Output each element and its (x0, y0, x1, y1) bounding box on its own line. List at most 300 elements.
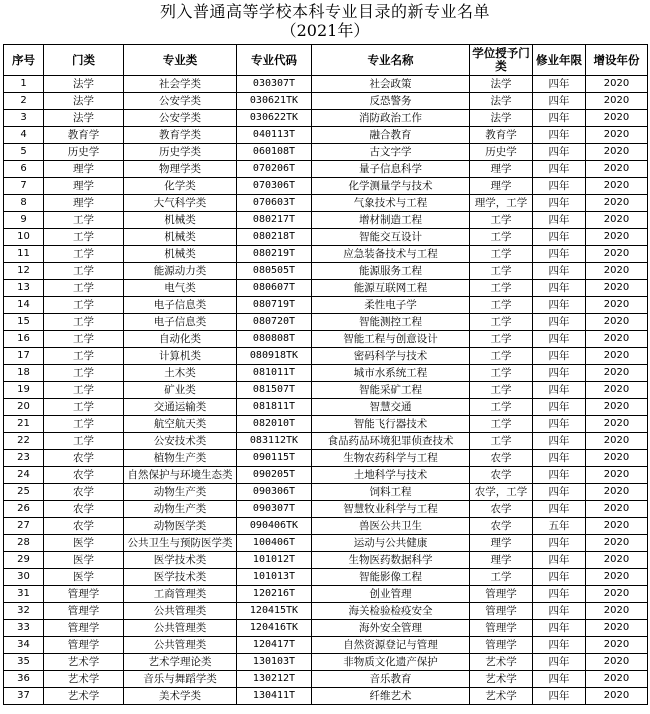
cell-discipline: 工学 (44, 280, 124, 297)
cell-study-duration: 四年 (533, 297, 586, 314)
cell-index: 26 (4, 501, 44, 518)
cell-major-category: 电气类 (124, 280, 237, 297)
table-row (4, 246, 648, 263)
cell-year-added: 2020 (586, 484, 648, 501)
cell-study-duration: 四年 (533, 586, 586, 603)
cell-index: 19 (4, 382, 44, 399)
cell-major-code: 120417T (237, 637, 312, 654)
cell-major-category: 矿业类 (124, 382, 237, 399)
cell-discipline: 医学 (44, 569, 124, 586)
cell-major-category: 大气科学类 (124, 195, 237, 212)
cell-degree-category: 工学 (470, 280, 533, 297)
cell-index: 27 (4, 518, 44, 535)
cell-study-duration: 四年 (533, 229, 586, 246)
table-row (4, 127, 648, 144)
cell-major-name: 消防政治工作 (312, 110, 470, 127)
cell-discipline: 艺术学 (44, 654, 124, 671)
cell-major-name: 创业管理 (312, 586, 470, 603)
cell-major-code: 100406T (237, 535, 312, 552)
cell-major-code: 130103T (237, 654, 312, 671)
cell-major-code: 070603T (237, 195, 312, 212)
cell-study-duration: 四年 (533, 331, 586, 348)
cell-major-name: 柔性电子学 (312, 297, 470, 314)
cell-discipline: 医学 (44, 552, 124, 569)
cell-major-code: 090306T (237, 484, 312, 501)
cell-major-name: 密码科学与技术 (312, 348, 470, 365)
table-row (4, 637, 648, 654)
cell-degree-category: 管理学 (470, 637, 533, 654)
cell-major-code: 130212T (237, 671, 312, 688)
cell-discipline: 工学 (44, 382, 124, 399)
cell-major-code: 090307T (237, 501, 312, 518)
cell-major-code: 120416TK (237, 620, 312, 637)
cell-major-name: 智能交互设计 (312, 229, 470, 246)
cell-major-name: 食品药品环境犯罪侦查技术 (312, 433, 470, 450)
cell-major-name: 能源互联网工程 (312, 280, 470, 297)
document-title: 列入普通高等学校本科专业目录的新专业名单 (159, 2, 490, 21)
cell-study-duration: 四年 (533, 195, 586, 212)
cell-degree-category: 农学，工学 (470, 484, 533, 501)
cell-degree-category: 工学 (470, 416, 533, 433)
cell-major-code: 080217T (237, 212, 312, 229)
table-row (4, 501, 648, 518)
majors-table (3, 44, 648, 705)
cell-study-duration: 四年 (533, 212, 586, 229)
cell-year-added: 2020 (586, 535, 648, 552)
cell-degree-category: 艺术学 (470, 688, 533, 705)
cell-discipline: 管理学 (44, 603, 124, 620)
cell-degree-category: 农学 (470, 501, 533, 518)
cell-discipline: 艺术学 (44, 671, 124, 688)
cell-major-category: 物理学类 (124, 161, 237, 178)
cell-major-code: 080808T (237, 331, 312, 348)
cell-year-added: 2020 (586, 246, 648, 263)
cell-major-category: 公共管理类 (124, 620, 237, 637)
cell-year-added: 2020 (586, 297, 648, 314)
cell-study-duration: 四年 (533, 484, 586, 501)
cell-index: 20 (4, 399, 44, 416)
cell-major-category: 能源动力类 (124, 263, 237, 280)
table-row (4, 671, 648, 688)
cell-major-name: 城市水系统工程 (312, 365, 470, 382)
cell-major-code: 090406TK (237, 518, 312, 535)
cell-discipline: 农学 (44, 467, 124, 484)
cell-study-duration: 四年 (533, 603, 586, 620)
cell-study-duration: 四年 (533, 671, 586, 688)
table-row (4, 416, 648, 433)
cell-major-category: 公安学类 (124, 93, 237, 110)
cell-study-duration: 四年 (533, 161, 586, 178)
cell-degree-category: 法学 (470, 110, 533, 127)
cell-major-code: 080505T (237, 263, 312, 280)
cell-major-category: 电子信息类 (124, 297, 237, 314)
cell-index: 35 (4, 654, 44, 671)
cell-major-category: 医学技术类 (124, 552, 237, 569)
table-row (4, 603, 648, 620)
cell-major-code: 080219T (237, 246, 312, 263)
header-index: 序号 (4, 45, 44, 76)
cell-index: 30 (4, 569, 44, 586)
cell-index: 5 (4, 144, 44, 161)
table-body (4, 76, 648, 705)
cell-major-category: 音乐与舞蹈学类 (124, 671, 237, 688)
cell-major-code: 081011T (237, 365, 312, 382)
table-row (4, 280, 648, 297)
cell-major-category: 植物生产类 (124, 450, 237, 467)
cell-year-added: 2020 (586, 467, 648, 484)
cell-index: 18 (4, 365, 44, 382)
cell-degree-category: 工学 (470, 297, 533, 314)
cell-major-name: 反恐警务 (312, 93, 470, 110)
table-row (4, 314, 648, 331)
cell-discipline: 工学 (44, 399, 124, 416)
cell-major-category: 公共管理类 (124, 637, 237, 654)
cell-discipline: 工学 (44, 433, 124, 450)
cell-year-added: 2020 (586, 195, 648, 212)
table-header-row (4, 45, 648, 76)
cell-major-code: 081811T (237, 399, 312, 416)
cell-study-duration: 四年 (533, 93, 586, 110)
table-row (4, 433, 648, 450)
cell-discipline: 工学 (44, 314, 124, 331)
cell-study-duration: 四年 (533, 688, 586, 705)
cell-major-name: 音乐教育 (312, 671, 470, 688)
cell-degree-category: 理学，工学 (470, 195, 533, 212)
cell-study-duration: 四年 (533, 569, 586, 586)
cell-major-name: 气象技术与工程 (312, 195, 470, 212)
cell-major-code: 080918TK (237, 348, 312, 365)
cell-discipline: 农学 (44, 501, 124, 518)
cell-index: 6 (4, 161, 44, 178)
cell-major-code: 120415TK (237, 603, 312, 620)
cell-degree-category: 教育学 (470, 127, 533, 144)
cell-major-name: 能源服务工程 (312, 263, 470, 280)
cell-degree-category: 工学 (470, 399, 533, 416)
cell-major-category: 自动化类 (124, 331, 237, 348)
cell-year-added: 2020 (586, 433, 648, 450)
cell-degree-category: 艺术学 (470, 654, 533, 671)
cell-discipline: 工学 (44, 365, 124, 382)
document-subtitle: （2021年） (280, 21, 370, 40)
cell-index: 12 (4, 263, 44, 280)
cell-study-duration: 四年 (533, 620, 586, 637)
cell-major-category: 教育学类 (124, 127, 237, 144)
cell-degree-category: 历史学 (470, 144, 533, 161)
cell-year-added: 2020 (586, 382, 648, 399)
table-row (4, 535, 648, 552)
cell-study-duration: 四年 (533, 552, 586, 569)
cell-index: 32 (4, 603, 44, 620)
cell-major-name: 土地科学与技术 (312, 467, 470, 484)
table-row (4, 229, 648, 246)
cell-index: 37 (4, 688, 44, 705)
cell-degree-category: 理学 (470, 535, 533, 552)
table-row (4, 484, 648, 501)
cell-year-added: 2020 (586, 93, 648, 110)
cell-major-code: 081507T (237, 382, 312, 399)
cell-major-name: 运动与公共健康 (312, 535, 470, 552)
cell-degree-category: 工学 (470, 348, 533, 365)
cell-study-duration: 四年 (533, 450, 586, 467)
cell-major-name: 生物医药数据科学 (312, 552, 470, 569)
header-major-category: 专业类 (124, 45, 237, 76)
cell-major-name: 生物农药科学与工程 (312, 450, 470, 467)
cell-year-added: 2020 (586, 688, 648, 705)
cell-study-duration: 四年 (533, 637, 586, 654)
header-major-name: 专业名称 (312, 45, 470, 76)
cell-degree-category: 农学 (470, 467, 533, 484)
cell-major-code: 080720T (237, 314, 312, 331)
cell-year-added: 2020 (586, 280, 648, 297)
cell-degree-category: 管理学 (470, 603, 533, 620)
table-row (4, 93, 648, 110)
cell-major-name: 智能工程与创意设计 (312, 331, 470, 348)
cell-study-duration: 五年 (533, 518, 586, 535)
cell-index: 8 (4, 195, 44, 212)
cell-index: 13 (4, 280, 44, 297)
cell-major-category: 交通运输类 (124, 399, 237, 416)
cell-major-name: 化学测量学与技术 (312, 178, 470, 195)
cell-year-added: 2020 (586, 654, 648, 671)
table-row (4, 144, 648, 161)
cell-index: 17 (4, 348, 44, 365)
cell-discipline: 理学 (44, 195, 124, 212)
cell-index: 33 (4, 620, 44, 637)
cell-discipline: 历史学 (44, 144, 124, 161)
cell-major-name: 融合教育 (312, 127, 470, 144)
cell-major-code: 080218T (237, 229, 312, 246)
cell-major-name: 兽医公共卫生 (312, 518, 470, 535)
cell-study-duration: 四年 (533, 314, 586, 331)
cell-major-category: 动物生产类 (124, 484, 237, 501)
header-study-duration: 修业年限 (533, 45, 586, 76)
cell-major-category: 土木类 (124, 365, 237, 382)
cell-index: 34 (4, 637, 44, 654)
cell-year-added: 2020 (586, 518, 648, 535)
cell-degree-category: 法学 (470, 76, 533, 93)
cell-degree-category: 工学 (470, 229, 533, 246)
cell-degree-category: 工学 (470, 246, 533, 263)
cell-study-duration: 四年 (533, 654, 586, 671)
cell-degree-category: 艺术学 (470, 671, 533, 688)
cell-major-name: 量子信息科学 (312, 161, 470, 178)
cell-year-added: 2020 (586, 331, 648, 348)
cell-major-code: 080719T (237, 297, 312, 314)
cell-major-code: 070306T (237, 178, 312, 195)
cell-major-name: 饲料工程 (312, 484, 470, 501)
cell-degree-category: 工学 (470, 314, 533, 331)
cell-major-code: 082010T (237, 416, 312, 433)
cell-major-category: 机械类 (124, 212, 237, 229)
cell-major-code: 070206T (237, 161, 312, 178)
cell-major-name: 增材制造工程 (312, 212, 470, 229)
cell-year-added: 2020 (586, 144, 648, 161)
cell-year-added: 2020 (586, 671, 648, 688)
cell-discipline: 工学 (44, 229, 124, 246)
cell-year-added: 2020 (586, 637, 648, 654)
cell-index: 36 (4, 671, 44, 688)
cell-year-added: 2020 (586, 365, 648, 382)
cell-year-added: 2020 (586, 552, 648, 569)
table-row (4, 365, 648, 382)
cell-discipline: 管理学 (44, 586, 124, 603)
cell-major-code: 130411T (237, 688, 312, 705)
cell-study-duration: 四年 (533, 535, 586, 552)
cell-year-added: 2020 (586, 76, 648, 93)
table-row (4, 552, 648, 569)
cell-major-code: 090205T (237, 467, 312, 484)
cell-index: 14 (4, 297, 44, 314)
table-row (4, 399, 648, 416)
table-row (4, 382, 648, 399)
cell-major-name: 智能飞行器技术 (312, 416, 470, 433)
cell-major-category: 机械类 (124, 246, 237, 263)
table-row (4, 569, 648, 586)
cell-discipline: 工学 (44, 263, 124, 280)
cell-major-name: 海外安全管理 (312, 620, 470, 637)
cell-index: 24 (4, 467, 44, 484)
table-row (4, 297, 648, 314)
cell-major-name: 智能采矿工程 (312, 382, 470, 399)
cell-study-duration: 四年 (533, 365, 586, 382)
cell-index: 31 (4, 586, 44, 603)
cell-degree-category: 管理学 (470, 586, 533, 603)
cell-study-duration: 四年 (533, 348, 586, 365)
cell-year-added: 2020 (586, 501, 648, 518)
cell-discipline: 工学 (44, 246, 124, 263)
cell-major-category: 社会学类 (124, 76, 237, 93)
cell-study-duration: 四年 (533, 263, 586, 280)
cell-major-category: 动物生产类 (124, 501, 237, 518)
cell-index: 3 (4, 110, 44, 127)
header-degree-category: 学位授予门类 (470, 45, 533, 76)
cell-major-code: 030622TK (237, 110, 312, 127)
cell-major-category: 自然保护与环境生态类 (124, 467, 237, 484)
cell-index: 29 (4, 552, 44, 569)
cell-major-name: 纤维艺术 (312, 688, 470, 705)
cell-major-category: 历史学类 (124, 144, 237, 161)
cell-major-category: 机械类 (124, 229, 237, 246)
cell-major-code: 083112TK (237, 433, 312, 450)
cell-study-duration: 四年 (533, 501, 586, 518)
cell-discipline: 教育学 (44, 127, 124, 144)
cell-degree-category: 工学 (470, 569, 533, 586)
table-row (4, 348, 648, 365)
cell-major-code: 101012T (237, 552, 312, 569)
table-row (4, 178, 648, 195)
cell-degree-category: 法学 (470, 93, 533, 110)
cell-degree-category: 管理学 (470, 620, 533, 637)
cell-discipline: 医学 (44, 535, 124, 552)
cell-major-category: 艺术学理论类 (124, 654, 237, 671)
cell-discipline: 工学 (44, 416, 124, 433)
cell-major-code: 080607T (237, 280, 312, 297)
cell-discipline: 管理学 (44, 620, 124, 637)
cell-index: 21 (4, 416, 44, 433)
table-row (4, 586, 648, 603)
table-row (4, 161, 648, 178)
table-row (4, 331, 648, 348)
cell-degree-category: 工学 (470, 382, 533, 399)
cell-degree-category: 工学 (470, 365, 533, 382)
cell-year-added: 2020 (586, 161, 648, 178)
cell-major-category: 公安技术类 (124, 433, 237, 450)
cell-major-name: 智慧交通 (312, 399, 470, 416)
cell-index: 28 (4, 535, 44, 552)
cell-discipline: 工学 (44, 348, 124, 365)
cell-major-category: 工商管理类 (124, 586, 237, 603)
cell-discipline: 理学 (44, 178, 124, 195)
cell-index: 2 (4, 93, 44, 110)
table-row (4, 195, 648, 212)
cell-discipline: 法学 (44, 76, 124, 93)
cell-major-code: 090115T (237, 450, 312, 467)
cell-major-name: 非物质文化遗产保护 (312, 654, 470, 671)
cell-degree-category: 工学 (470, 263, 533, 280)
cell-year-added: 2020 (586, 110, 648, 127)
cell-discipline: 工学 (44, 212, 124, 229)
cell-study-duration: 四年 (533, 144, 586, 161)
table-row (4, 263, 648, 280)
header-discipline: 门类 (44, 45, 124, 76)
cell-index: 7 (4, 178, 44, 195)
cell-degree-category: 农学 (470, 518, 533, 535)
cell-discipline: 农学 (44, 450, 124, 467)
cell-index: 10 (4, 229, 44, 246)
cell-discipline: 艺术学 (44, 688, 124, 705)
cell-study-duration: 四年 (533, 416, 586, 433)
table-row (4, 212, 648, 229)
cell-major-category: 公安学类 (124, 110, 237, 127)
table-row (4, 110, 648, 127)
cell-major-code: 040113T (237, 127, 312, 144)
cell-major-name: 社会政策 (312, 76, 470, 93)
cell-discipline: 管理学 (44, 637, 124, 654)
cell-major-name: 智慧牧业科学与工程 (312, 501, 470, 518)
cell-major-name: 古文字学 (312, 144, 470, 161)
cell-major-category: 美术学类 (124, 688, 237, 705)
cell-discipline: 农学 (44, 518, 124, 535)
cell-major-category: 航空航天类 (124, 416, 237, 433)
cell-year-added: 2020 (586, 450, 648, 467)
cell-major-category: 化学类 (124, 178, 237, 195)
cell-year-added: 2020 (586, 603, 648, 620)
cell-major-code: 120216T (237, 586, 312, 603)
cell-discipline: 工学 (44, 297, 124, 314)
cell-degree-category: 理学 (470, 178, 533, 195)
cell-year-added: 2020 (586, 127, 648, 144)
cell-discipline: 理学 (44, 161, 124, 178)
cell-index: 11 (4, 246, 44, 263)
cell-study-duration: 四年 (533, 382, 586, 399)
cell-study-duration: 四年 (533, 433, 586, 450)
cell-study-duration: 四年 (533, 280, 586, 297)
cell-year-added: 2020 (586, 586, 648, 603)
cell-index: 1 (4, 76, 44, 93)
cell-degree-category: 工学 (470, 212, 533, 229)
cell-year-added: 2020 (586, 212, 648, 229)
cell-major-code: 060108T (237, 144, 312, 161)
cell-discipline: 法学 (44, 110, 124, 127)
cell-year-added: 2020 (586, 620, 648, 637)
cell-discipline: 农学 (44, 484, 124, 501)
table-row (4, 688, 648, 705)
cell-index: 4 (4, 127, 44, 144)
cell-major-name: 应急装备技术与工程 (312, 246, 470, 263)
cell-year-added: 2020 (586, 263, 648, 280)
table-row (4, 76, 648, 93)
cell-year-added: 2020 (586, 569, 648, 586)
